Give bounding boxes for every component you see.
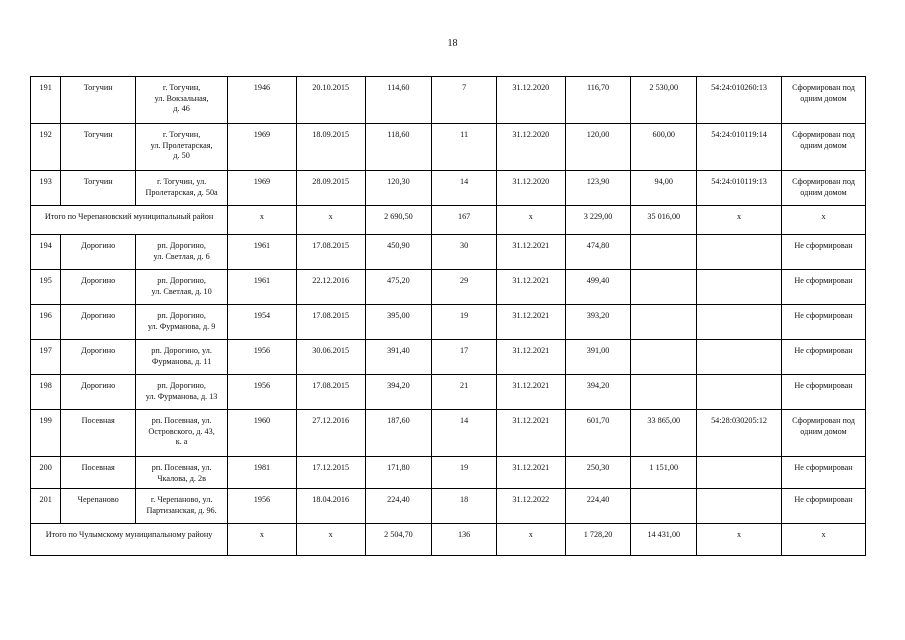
area-cell: 224,40 xyxy=(365,489,432,524)
deadline-cell: 31.12.2021 xyxy=(496,340,565,375)
year-cell: 1946 xyxy=(228,77,297,124)
status-cell: Не сформирован xyxy=(782,235,866,270)
year-cell: x xyxy=(228,206,297,235)
residents-cell: 7 xyxy=(432,77,497,124)
status-cell: Не сформирован xyxy=(782,457,866,489)
table-row xyxy=(31,171,866,206)
address-cell: рп. Дорогино, ул. Светлая, д. 10 xyxy=(136,270,228,305)
table-row xyxy=(31,305,866,340)
cost-cell: 33 865,00 xyxy=(631,410,697,457)
date-cell: 17.12.2015 xyxy=(296,457,365,489)
area2-cell: 116,70 xyxy=(565,77,631,124)
status-cell: x xyxy=(782,206,866,235)
date-cell: 17.08.2015 xyxy=(296,235,365,270)
area-cell: 450,90 xyxy=(365,235,432,270)
residents-cell: 167 xyxy=(432,206,497,235)
year-cell: x xyxy=(228,524,297,556)
status-cell: Не сформирован xyxy=(782,375,866,410)
status-cell: Не сформирован xyxy=(782,270,866,305)
year-cell: 1956 xyxy=(228,375,297,410)
municipality-cell: Дорогино xyxy=(61,375,136,410)
area2-cell: 601,70 xyxy=(565,410,631,457)
year-cell: 1956 xyxy=(228,489,297,524)
table-row xyxy=(31,340,866,375)
status-cell: Сформирован под одним домом xyxy=(782,171,866,206)
cadastral-number-cell xyxy=(697,489,782,524)
deadline-cell: 31.12.2021 xyxy=(496,305,565,340)
area2-cell: 250,30 xyxy=(565,457,631,489)
table-row xyxy=(31,410,866,457)
municipality-cell: Тогучин xyxy=(61,77,136,124)
cadastral-number-cell: 54:24:010260:13 xyxy=(697,77,782,124)
row-number-cell: 194 xyxy=(31,235,61,270)
year-cell: 1961 xyxy=(228,235,297,270)
address-cell: рп. Дорогино, ул. Светлая, д. 6 xyxy=(136,235,228,270)
deadline-cell: 31.12.2021 xyxy=(496,375,565,410)
deadline-cell: 31.12.2021 xyxy=(496,235,565,270)
municipality-cell: Посевная xyxy=(61,410,136,457)
address-cell: г. Черепаново, ул. Партизанская, д. 96. xyxy=(136,489,228,524)
cost-cell: 35 016,00 xyxy=(631,206,697,235)
year-cell: 1969 xyxy=(228,124,297,171)
cost-cell xyxy=(631,375,697,410)
municipality-cell: Дорогино xyxy=(61,340,136,375)
area-cell: 118,60 xyxy=(365,124,432,171)
deadline-cell: 31.12.2020 xyxy=(496,77,565,124)
year-cell: 1961 xyxy=(228,270,297,305)
status-cell: Не сформирован xyxy=(782,305,866,340)
residents-cell: 14 xyxy=(432,410,497,457)
year-cell: 1960 xyxy=(228,410,297,457)
municipality-cell: Посевная xyxy=(61,457,136,489)
housing-register-table xyxy=(30,76,866,556)
table-body xyxy=(31,77,866,556)
cadastral-number-cell xyxy=(697,375,782,410)
area2-cell: 393,20 xyxy=(565,305,631,340)
residents-cell: 21 xyxy=(432,375,497,410)
row-number-cell: 198 xyxy=(31,375,61,410)
area2-cell: 391,00 xyxy=(565,340,631,375)
municipality-cell: Дорогино xyxy=(61,235,136,270)
cadastral-number-cell xyxy=(697,305,782,340)
status-cell: Не сформирован xyxy=(782,340,866,375)
row-number-cell: 199 xyxy=(31,410,61,457)
cost-cell: 600,00 xyxy=(631,124,697,171)
cadastral-number-cell: 54:24:010119:14 xyxy=(697,124,782,171)
area-cell: 475,20 xyxy=(365,270,432,305)
residents-cell: 29 xyxy=(432,270,497,305)
table-row xyxy=(31,375,866,410)
cost-cell xyxy=(631,340,697,375)
area2-cell: 224,40 xyxy=(565,489,631,524)
residents-cell: 136 xyxy=(432,524,497,556)
address-cell: рп. Дорогино, ул. Фурманова, д. 13 xyxy=(136,375,228,410)
deadline-cell: x xyxy=(496,206,565,235)
residents-cell: 14 xyxy=(432,171,497,206)
date-cell: 28.09.2015 xyxy=(296,171,365,206)
deadline-cell: 31.12.2020 xyxy=(496,171,565,206)
area2-cell: 1 728,20 xyxy=(565,524,631,556)
date-cell: 18.09.2015 xyxy=(296,124,365,171)
date-cell: 17.08.2015 xyxy=(296,375,365,410)
cost-cell xyxy=(631,235,697,270)
address-cell: г. Тогучин, ул. Пролетарская, д. 50 xyxy=(136,124,228,171)
cadastral-number-cell: 54:28:030205:12 xyxy=(697,410,782,457)
year-cell: 1956 xyxy=(228,340,297,375)
address-cell: рп. Дорогино, ул. Фурманова, д. 9 xyxy=(136,305,228,340)
row-number-cell: 196 xyxy=(31,305,61,340)
residents-cell: 18 xyxy=(432,489,497,524)
residents-cell: 11 xyxy=(432,124,497,171)
area-cell: 171,80 xyxy=(365,457,432,489)
cadastral-number-cell xyxy=(697,340,782,375)
deadline-cell: 31.12.2022 xyxy=(496,489,565,524)
cadastral-number-cell xyxy=(697,270,782,305)
deadline-cell: x xyxy=(496,524,565,556)
cadastral-number-cell: x xyxy=(697,524,782,556)
deadline-cell: 31.12.2021 xyxy=(496,457,565,489)
date-cell: 17.08.2015 xyxy=(296,305,365,340)
status-cell: x xyxy=(782,524,866,556)
residents-cell: 17 xyxy=(432,340,497,375)
municipality-cell: Дорогино xyxy=(61,270,136,305)
municipality-cell: Дорогино xyxy=(61,305,136,340)
cadastral-number-cell xyxy=(697,457,782,489)
row-number-cell: 200 xyxy=(31,457,61,489)
municipality-cell: Тогучин xyxy=(61,124,136,171)
date-cell: 27.12.2016 xyxy=(296,410,365,457)
cadastral-number-cell: x xyxy=(697,206,782,235)
deadline-cell: 31.12.2021 xyxy=(496,270,565,305)
address-cell: г. Тогучин, ул. Вокзальная, д. 46 xyxy=(136,77,228,124)
table-row xyxy=(31,235,866,270)
date-cell: 18.04.2016 xyxy=(296,489,365,524)
date-cell: 30.06.2015 xyxy=(296,340,365,375)
area-cell: 120,30 xyxy=(365,171,432,206)
status-cell: Сформирован под одним домом xyxy=(782,124,866,171)
row-number-cell: 195 xyxy=(31,270,61,305)
cadastral-number-cell: 54:24:010119:13 xyxy=(697,171,782,206)
cost-cell xyxy=(631,305,697,340)
row-number-cell: 191 xyxy=(31,77,61,124)
total-row xyxy=(31,524,866,556)
area-cell: 395,00 xyxy=(365,305,432,340)
residents-cell: 19 xyxy=(432,457,497,489)
table-row xyxy=(31,77,866,124)
row-number-cell: 192 xyxy=(31,124,61,171)
year-cell: 1969 xyxy=(228,171,297,206)
date-cell: x xyxy=(296,524,365,556)
total-label-cell: Итого по Черепановский муниципальный район xyxy=(31,206,228,235)
address-cell: рп. Посевная, ул. Островского, д. 43, к. а xyxy=(136,410,228,457)
address-cell: рп. Дорогино, ул. Фурманова, д. 11 xyxy=(136,340,228,375)
area-cell: 2 504,70 xyxy=(365,524,432,556)
year-cell: 1954 xyxy=(228,305,297,340)
total-label-cell: Итого по Чулымскому муниципальному району xyxy=(31,524,228,556)
cadastral-number-cell xyxy=(697,235,782,270)
status-cell: Сформирован под одним домом xyxy=(782,410,866,457)
area2-cell: 474,80 xyxy=(565,235,631,270)
date-cell: 22.12.2016 xyxy=(296,270,365,305)
cost-cell: 14 431,00 xyxy=(631,524,697,556)
area-cell: 2 690,50 xyxy=(365,206,432,235)
area2-cell: 120,00 xyxy=(565,124,631,171)
deadline-cell: 31.12.2020 xyxy=(496,124,565,171)
cost-cell: 1 151,00 xyxy=(631,457,697,489)
table-row xyxy=(31,124,866,171)
cost-cell xyxy=(631,489,697,524)
page-number: 18 xyxy=(447,38,458,49)
area2-cell: 3 229,00 xyxy=(565,206,631,235)
status-cell: Не сформирован xyxy=(782,489,866,524)
row-number-cell: 193 xyxy=(31,171,61,206)
date-cell: 20.10.2015 xyxy=(296,77,365,124)
area-cell: 187,60 xyxy=(365,410,432,457)
area-cell: 114,60 xyxy=(365,77,432,124)
area2-cell: 394,20 xyxy=(565,375,631,410)
table-row xyxy=(31,489,866,524)
area-cell: 394,20 xyxy=(365,375,432,410)
table-row xyxy=(31,457,866,489)
area-cell: 391,40 xyxy=(365,340,432,375)
municipality-cell: Черепаново xyxy=(61,489,136,524)
residents-cell: 30 xyxy=(432,235,497,270)
cost-cell: 94,00 xyxy=(631,171,697,206)
municipality-cell: Тогучин xyxy=(61,171,136,206)
table-row xyxy=(31,270,866,305)
date-cell: x xyxy=(296,206,365,235)
row-number-cell: 197 xyxy=(31,340,61,375)
address-cell: г. Тогучин, ул. Пролетарская, д. 50а xyxy=(136,171,228,206)
year-cell: 1981 xyxy=(228,457,297,489)
status-cell: Сформирован под одним домом xyxy=(782,77,866,124)
cost-cell: 2 530,00 xyxy=(631,77,697,124)
row-number-cell: 201 xyxy=(31,489,61,524)
cost-cell xyxy=(631,270,697,305)
area2-cell: 499,40 xyxy=(565,270,631,305)
deadline-cell: 31.12.2021 xyxy=(496,410,565,457)
total-row xyxy=(31,206,866,235)
residents-cell: 19 xyxy=(432,305,497,340)
address-cell: рп. Посевная, ул. Чкалова, д. 2в xyxy=(136,457,228,489)
area2-cell: 123,90 xyxy=(565,171,631,206)
